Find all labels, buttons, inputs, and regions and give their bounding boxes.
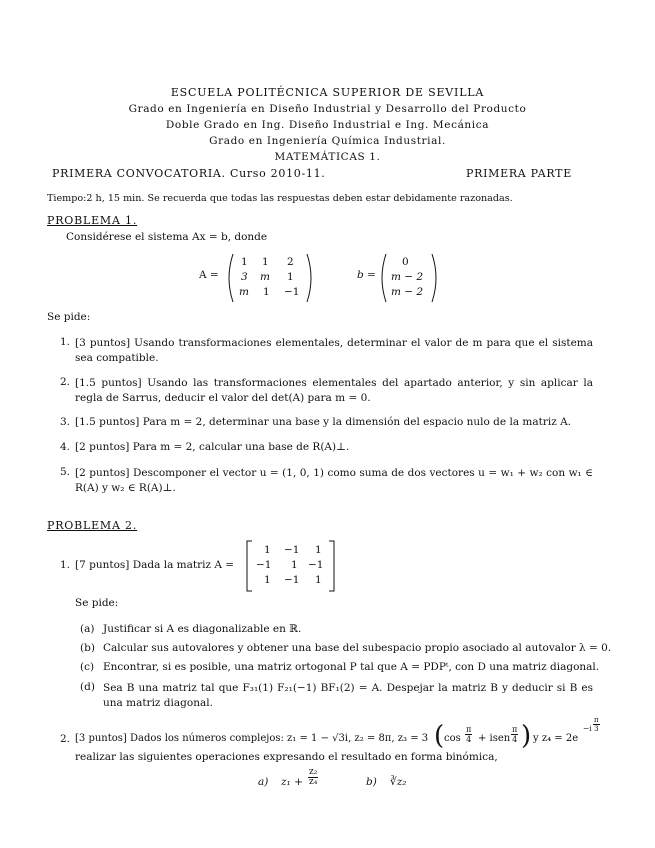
fraction-2-numerator: π xyxy=(512,725,518,734)
matrix-a-r3c1: m xyxy=(239,286,249,298)
problem-2-title: PROBLEMA 2. xyxy=(47,519,138,532)
op-a-label: a) xyxy=(258,776,269,788)
degree-line-1: Grado en Ingeniería en Diseño Industrial y Desarrollo del Producto xyxy=(128,103,527,115)
p2-sub-d-text: Sea B una matriz tal que F₃₁(1) F₂₁(−1) BF₁(2) = A. Despejar la matriz B y deducir si B es una matriz diagonal. xyxy=(103,682,593,709)
op-a-fraction xyxy=(308,768,318,787)
p2-item-2-num: 2. xyxy=(60,733,71,745)
convocatoria: PRIMERA CONVOCATORIA. Curso 2010-11. xyxy=(52,167,326,180)
exponent-minus-i: −i xyxy=(583,724,592,733)
matrix-a2-r1c2: −1 xyxy=(284,544,300,556)
p2-sub-d-label: (d) xyxy=(80,681,95,693)
matrix-a-r1c3: 2 xyxy=(287,256,294,268)
vector-b-r1: 0 xyxy=(402,256,409,268)
matrix-a2-r1c3: 1 xyxy=(315,544,322,556)
matrix-a2-r3c1: 1 xyxy=(264,574,271,586)
p2-sub-b-label: (b) xyxy=(80,642,95,654)
p2-sub-c-text: Encontrar, si es posible, una matriz ortogonal P tal que A = PDPᵗ, con D una matriz diagonal. xyxy=(103,661,600,673)
exam-part: PRIMERA PARTE xyxy=(466,167,572,180)
p2-item-1-text: [7 puntos] Dada la matriz A = xyxy=(75,559,235,571)
matrix-a2-r2c1: −1 xyxy=(256,559,272,571)
p1-item-5-num: 5. xyxy=(60,466,71,478)
vector-b-label: b = xyxy=(357,269,376,281)
left-paren: ( xyxy=(434,721,445,751)
matrix-a-r2c1: 3 xyxy=(241,271,248,283)
plus-isen-label: + isen xyxy=(478,733,511,744)
school-name: ESCUELA POLITÉCNICA SUPERIOR DE SEVILLA xyxy=(170,86,485,99)
fraction-1-denominator: 4 xyxy=(466,735,472,744)
matrix-a-r3c2: 1 xyxy=(263,286,270,298)
problem-2-se-pide: Se pide: xyxy=(75,597,119,609)
vector-b-r3: m − 2 xyxy=(391,286,424,298)
degree-line-2: Doble Grado en Ing. Diseño Industrial e Ing. Mecánica xyxy=(165,119,490,131)
matrix-a-label: A = xyxy=(199,269,219,281)
subject-title: MATEMÁTICAS 1. xyxy=(274,151,381,163)
matrix-a2-r3c2: −1 xyxy=(284,574,300,586)
op-a-numerator: z₂ xyxy=(309,767,318,777)
degree-line-3: Grado en Ingeniería Química Industrial. xyxy=(209,135,446,147)
p1-item-3-text: [1.5 puntos] Para m = 2, determinar una base y la dimensión del espacio nulo de la matriz A. xyxy=(75,416,572,428)
matrix-a2-r2c2: 1 xyxy=(291,559,298,571)
vector-b-r2: m − 2 xyxy=(391,271,424,283)
p2-sub-c-label: (c) xyxy=(80,661,95,673)
problem-1-intro: Considérese el sistema Ax = b, donde xyxy=(66,231,268,243)
p1-item-1-num: 1. xyxy=(60,336,71,348)
p1-item-2-num: 2. xyxy=(60,376,71,388)
cos-label: cos xyxy=(444,733,461,744)
p2-item-2-text-b: realizar las siguientes operaciones expresando el resultado en forma binómica, xyxy=(75,751,498,763)
matrix-a2-r2c3: −1 xyxy=(308,559,324,571)
fraction-2-denominator: 4 xyxy=(512,735,518,744)
op-a-expr: z₁ + xyxy=(281,776,303,788)
pi-over-3-exponent xyxy=(593,716,600,733)
p2-item-2-text-a: [3 puntos] Dados los números complejos: z₁ = 1 − √3i, z₂ = 8π, z₃ = 3 xyxy=(75,733,429,744)
matrix-a-r2c3: 1 xyxy=(287,271,294,283)
op-a-denominator: z₄ xyxy=(309,777,318,787)
p1-item-5-text: [2 puntos] Descomponer el vector u = (1, 0, 1) como suma de dos vectores u = w₁ + w₂ con w₁ ∈ R(A) y w₂ ∈ R(A)⊥. xyxy=(75,467,593,494)
op-b-expr: ∛z₂ xyxy=(390,776,407,788)
p1-item-4-num: 4. xyxy=(60,441,71,453)
p1-item-1-text: [3 puntos] Usando transformaciones elementales, determinar el valor de m para que el sistema sea compatible. xyxy=(75,337,593,364)
exponent-denominator: 3 xyxy=(594,725,599,733)
matrix-a-r2c2: m xyxy=(260,271,270,283)
fraction-1-numerator: π xyxy=(466,725,472,734)
time-note: Tiempo:2 h, 15 min. Se recuerda que todas las respuestas deben estar debidamente razonadas. xyxy=(47,193,513,204)
p2-item-1-num: 1. xyxy=(60,559,71,571)
matrix-a-r1c2: 1 xyxy=(262,256,269,268)
matrix-a-r1c1: 1 xyxy=(241,256,248,268)
z4-label: y z₄ = 2e xyxy=(533,733,579,744)
exponent-numerator: π xyxy=(594,716,599,724)
p2-sub-b-text: Calcular sus autovalores y obtener una base del subespacio propio asociado al autovalor λ = 0. xyxy=(103,642,612,654)
matrix-a2-r1c1: 1 xyxy=(264,544,271,556)
p1-item-2-text: [1.5 puntos] Usando las transformaciones elementales del apartado anterior, y sin aplicar la regla de Sarrus, deducir el valor del det(A) para m = 0. xyxy=(75,377,593,404)
p1-item-3-num: 3. xyxy=(60,416,71,428)
matrix-a-r3c3: −1 xyxy=(284,286,300,298)
p2-sub-a-label: (a) xyxy=(80,623,95,635)
pi-over-4-fraction-2 xyxy=(511,725,518,744)
p2-sub-a-text: Justificar si A es diagonalizable en ℝ. xyxy=(103,623,302,635)
op-b-label: b) xyxy=(366,776,377,788)
problem-1-title: PROBLEMA 1. xyxy=(47,214,138,227)
pi-over-4-fraction-1 xyxy=(465,725,472,744)
problem-1-se-pide: Se pide: xyxy=(47,311,91,323)
right-paren: ) xyxy=(521,721,532,751)
p1-item-4-text: [2 puntos] Para m = 2, calcular una base de R(A)⊥. xyxy=(75,441,350,453)
matrix-a2-r3c3: 1 xyxy=(315,574,322,586)
